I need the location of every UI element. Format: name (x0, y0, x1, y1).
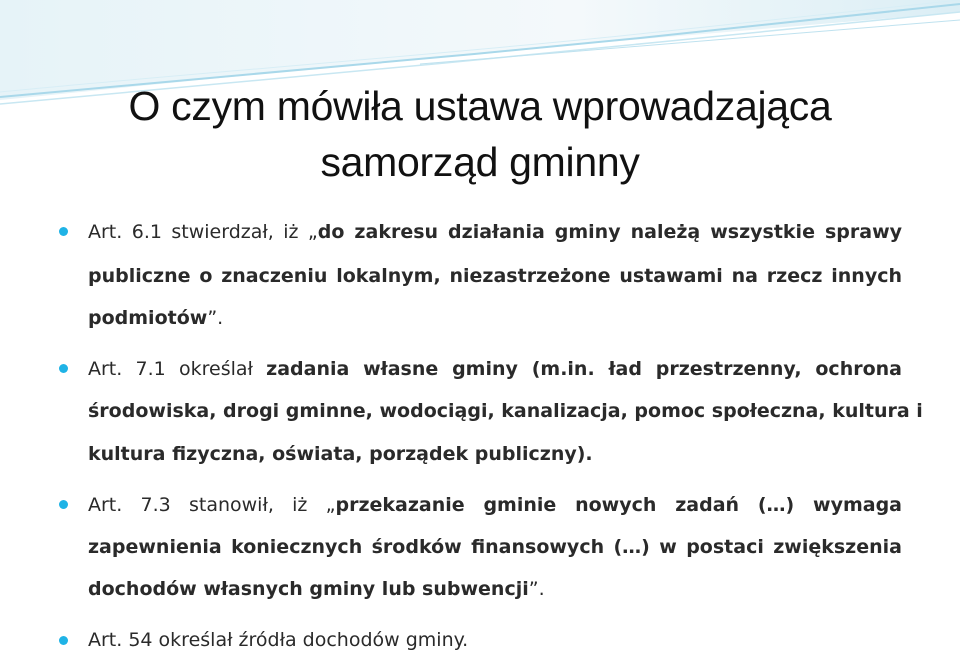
bullet-text-bold: przekazanie gminie nowych zadań (…) wymaga (335, 494, 903, 516)
bullet-line (88, 399, 923, 423)
bullet-line (88, 220, 902, 244)
bullet-line (88, 628, 902, 652)
bullet-text: Art. 6.1 stwierdzał, iż „ (88, 221, 318, 243)
bullet-line (88, 264, 902, 288)
bullet-text-bold: podmiotów (88, 307, 208, 329)
bullet-text: Art. 7.1 określał (88, 358, 267, 380)
bullet-line (88, 577, 902, 601)
bullet-text-bold: kultura fizyczna, oświata, porządek publiczny). (88, 443, 593, 465)
bullet-line (88, 357, 902, 381)
bullet-line (88, 535, 902, 559)
bullet-dot (59, 227, 68, 236)
bullet-dot (59, 364, 68, 373)
bullet-text-bold: zapewnienia koniecznych środków finansowych (…) w postaci zwiększenia (88, 536, 902, 558)
bullet-text: Art. 7.3 stanowił, iż „ (88, 494, 336, 516)
bullet-line (88, 442, 902, 466)
bullet-dot (59, 500, 68, 509)
bullet-text-bold: do zakresu działania gminy należą wszystkie sprawy (317, 221, 903, 243)
bullet-text: Art. 54 określał źródła dochodów gminy. (88, 629, 469, 651)
slide-title-line2: samorząd gminny (320, 139, 640, 185)
bullet-text-bold: publiczne o znaczeniu lokalnym, niezastrzeżone ustawami na rzecz innych (88, 265, 902, 287)
bullet-text: ”. (207, 307, 224, 329)
bullet-dot (59, 636, 68, 645)
bullet-text-bold: środowiska, drogi gminne, wodociągi, kanalizacja, pomoc społeczna, kultura i (88, 400, 923, 422)
bullet-text-bold: dochodów własnych gminy lub subwencji (88, 578, 529, 600)
bullet-line (88, 306, 902, 330)
bullet-text-bold: zadania własne gminy (m.in. ład przestrzenny, ochrona (266, 358, 902, 380)
slide-title-line1: O czym mówiła ustawa wprowadzająca (128, 83, 832, 129)
bullet-text: ”. (528, 578, 545, 600)
bullet-line (88, 493, 902, 517)
